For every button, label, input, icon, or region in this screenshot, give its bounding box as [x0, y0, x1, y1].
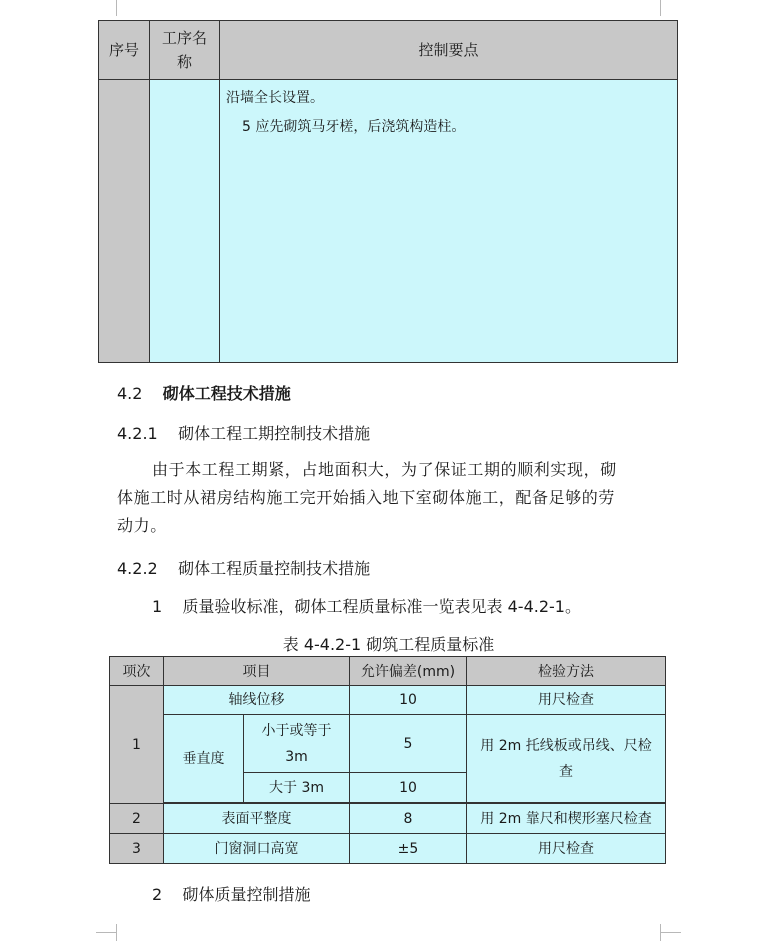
list-item-number: 2	[152, 885, 163, 904]
list-item-1	[152, 594, 581, 617]
header-item: 项目	[164, 657, 350, 686]
cell-tolerance: 10	[350, 773, 467, 803]
header-process-name-line2: 称	[176, 53, 192, 71]
section-title: 砌体工程技术措施	[162, 384, 291, 403]
cell-item: 表面平整度	[164, 804, 350, 834]
table-caption: 表 4-4.2-1 砌筑工程质量标准	[282, 635, 495, 654]
header-inspection-method: 检验方法	[467, 657, 666, 686]
header-control-points: 控制要点	[220, 21, 678, 80]
cell-process-name	[150, 80, 220, 363]
paragraph-line: 体施工时从裙房结构施工完开始插入地下室砌体施工，配备足够的劳	[117, 488, 616, 507]
cell-method	[467, 715, 666, 803]
crop-mark-bottom-right-h	[661, 932, 681, 933]
quality-standard-table	[109, 656, 666, 864]
header-item-no: 项次	[110, 657, 164, 686]
header-process-name-line1: 工序名	[161, 29, 207, 47]
crop-mark-bottom-left	[116, 924, 117, 941]
section-heading-4-2-1	[117, 421, 370, 444]
header-tolerance: 允许偏差(mm)	[350, 657, 467, 686]
list-item-2	[152, 882, 311, 905]
paragraph-line: 由于本工程工期紧，占地面积大，为了保证工期的顺利实现，砌	[152, 460, 617, 479]
section-number: 4.2	[117, 384, 143, 403]
cell-serial-no	[99, 80, 150, 363]
cell-tolerance: 8	[350, 804, 467, 834]
control-point-line: 沿墙全长设置。	[226, 90, 324, 106]
list-item-number: 1	[152, 597, 163, 616]
list-item-text: 质量验收标准，砌体工程质量标准一览表见表 4-4.2-1。	[182, 597, 581, 616]
cell-method: 用 2m 靠尺和楔形塞尺检查	[467, 804, 666, 834]
header-process-name	[150, 21, 220, 80]
control-point-line: 5 应先砌筑马牙槎，后浇筑构造柱。	[242, 119, 466, 135]
cell-sub-item	[244, 715, 350, 773]
section-heading-4-2	[117, 381, 291, 404]
cell-item: 轴线位移	[164, 686, 350, 715]
crop-mark-top-right	[660, 0, 661, 16]
cell-tolerance: ±5	[350, 834, 467, 864]
cell-item-no: 2	[110, 804, 164, 834]
cell-method: 用尺检查	[467, 834, 666, 864]
control-points-table	[98, 20, 678, 363]
paragraph-line: 动力。	[117, 516, 167, 535]
cell-method-line: 用 2m 托线板或吊线、尺检	[480, 737, 652, 754]
cell-method: 用尺检查	[467, 686, 666, 715]
crop-mark-bottom-left-h	[96, 932, 116, 933]
section-number: 4.2.2	[117, 559, 158, 578]
cell-item: 门窗洞口高宽	[164, 834, 350, 864]
cell-sub-item-line: 小于或等于	[261, 722, 332, 739]
cell-item: 垂直度	[164, 715, 244, 803]
paragraph-schedule-control	[117, 456, 662, 540]
cell-tolerance: 5	[350, 715, 467, 773]
cell-control-points	[220, 80, 678, 363]
section-number: 4.2.1	[117, 424, 158, 443]
section-title: 砌体工程工期控制技术措施	[178, 424, 371, 443]
cell-method-line: 查	[559, 763, 573, 780]
header-serial-no: 序号	[99, 21, 150, 80]
section-title: 砌体工程质量控制技术措施	[178, 559, 371, 578]
cell-sub-item: 大于 3m	[244, 773, 350, 803]
section-heading-4-2-2	[117, 556, 370, 579]
cell-item-no: 1	[110, 686, 164, 804]
list-item-text: 砌体质量控制措施	[182, 885, 311, 904]
crop-mark-top-left	[116, 0, 117, 16]
cell-tolerance: 10	[350, 686, 467, 715]
cell-sub-item-line: 3m	[285, 748, 308, 765]
cell-item-no: 3	[110, 834, 164, 864]
